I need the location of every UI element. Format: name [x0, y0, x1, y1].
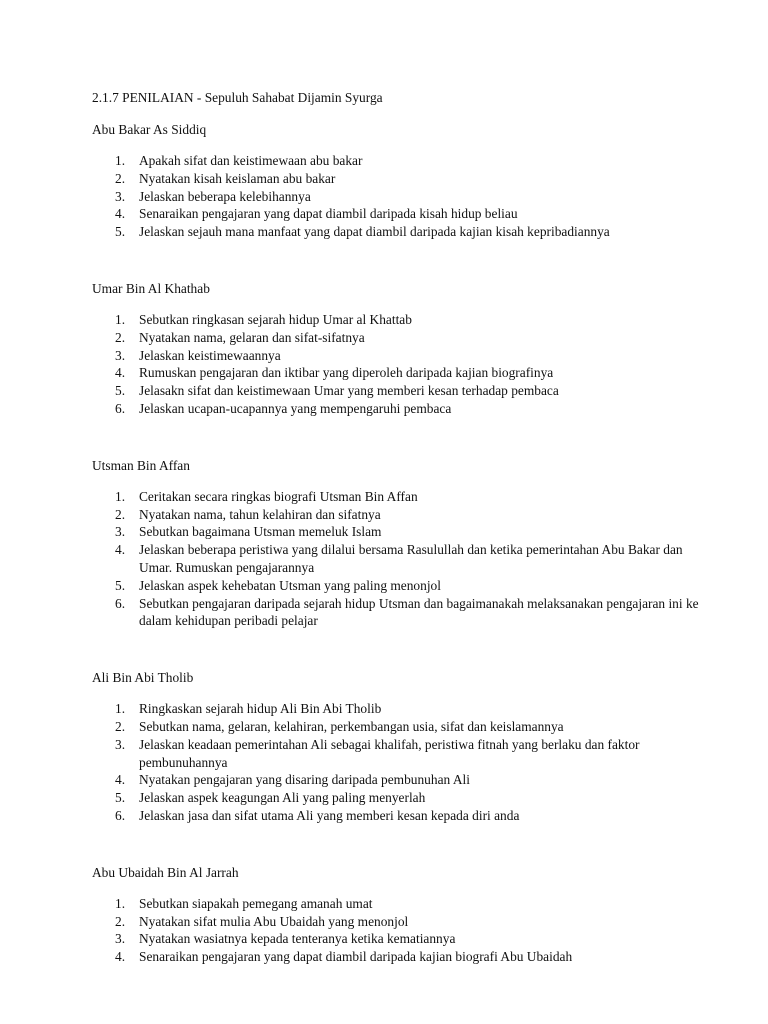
item-text: Ceritakan secara ringkas biografi Utsman Bin Affan	[139, 488, 418, 504]
section-umar	[92, 280, 712, 418]
item-text: Nyatakan nama, tahun kelahiran dan sifatnya	[139, 506, 381, 522]
item-number: 1.	[115, 311, 126, 327]
item-text: Nyatakan wasiatnya kepada tenteranya ketika kematiannya	[139, 931, 456, 947]
item-text: Sebutkan siapakah pemegang amanah umat	[139, 895, 373, 911]
list-item	[92, 700, 712, 718]
section-ali	[92, 669, 712, 825]
item-number: 1.	[115, 153, 126, 168]
item-number: 2.	[115, 329, 126, 345]
document-title: 2.1.7 PENILAIAN - Sepuluh Sahabat Dijamin Syurga	[92, 90, 383, 105]
item-text: Nyatakan pengajaran yang disaring daripada pembunuhan Ali	[139, 772, 470, 788]
question-list	[92, 700, 712, 825]
list-item	[92, 205, 712, 223]
item-number: 4.	[115, 206, 126, 222]
item-number: 6.	[115, 595, 126, 611]
item-number: 2.	[115, 913, 126, 929]
item-text: Nyatakan kisah keislaman abu bakar	[139, 170, 336, 186]
list-item	[92, 736, 712, 772]
item-number: 2.	[115, 718, 126, 734]
list-item	[92, 771, 712, 789]
item-text: Senaraikan pengajaran yang dapat diambil daripada kisah hidup beliau	[139, 206, 518, 222]
item-number: 1.	[115, 701, 126, 717]
item-text: Nyatakan sifat mulia Abu Ubaidah yang menonjol	[139, 913, 409, 929]
item-number: 3.	[115, 524, 126, 540]
list-item	[92, 364, 712, 382]
question-list	[92, 311, 712, 418]
list-item	[92, 329, 712, 347]
item-text: Jelaskan jasa dan sifat utama Ali yang memberi kesan kepada diri anda	[139, 807, 520, 823]
item-text: Rumuskan pengajaran dan iktibar yang diperoleh daripada kajian biografinya	[139, 365, 554, 381]
section-heading: Abu Bakar As Siddiq	[92, 122, 207, 137]
item-text: Jelasakn sifat dan keistimewaan Umar yang memberi kesan terhadap pembaca	[139, 383, 559, 399]
item-text: Jelaskan aspek keagungan Ali yang paling menyerlah	[139, 790, 426, 806]
item-text: Sebutkan ringkasan sejarah hidup Umar al Khattab	[139, 311, 412, 327]
question-list	[92, 488, 712, 630]
question-list	[92, 152, 712, 241]
section-utsman	[92, 457, 712, 630]
list-item	[92, 311, 712, 329]
item-text: Sebutkan nama, gelaran, kelahiran, perkembangan usia, sifat dan keislamannya	[139, 718, 564, 734]
list-item	[92, 488, 712, 506]
item-number: 4.	[115, 949, 126, 965]
item-number: 1.	[115, 488, 126, 504]
item-number: 5.	[115, 790, 126, 806]
item-text: Ringkaskan sejarah hidup Ali Bin Abi Tholib	[139, 701, 382, 717]
item-number: 1.	[115, 895, 126, 911]
list-item	[92, 948, 712, 966]
item-number: 4.	[115, 542, 126, 558]
item-number: 3.	[115, 736, 126, 752]
item-number: 3.	[115, 347, 126, 363]
list-item	[92, 807, 712, 825]
list-item	[92, 223, 712, 241]
list-item	[92, 595, 712, 631]
list-item	[92, 913, 712, 931]
item-text: Sebutkan pengajaran daripada sejarah hidup Utsman dan bagaimanakah melaksanakan pengajaran ini ke dalam kehidupan peribadi pelajar	[139, 595, 699, 629]
item-number: 4.	[115, 772, 126, 788]
item-text: Jelaskan keistimewaannya	[139, 347, 281, 363]
item-text: Jelaskan keadaan pemerintahan Ali sebagai khalifah, peristiwa fitnah yang berlaku dan faktor pembunuhannya	[139, 736, 640, 770]
section-heading: Utsman Bin Affan	[92, 457, 190, 473]
item-number: 3.	[115, 188, 126, 204]
item-text: Jelaskan beberapa peristiwa yang dilalui bersama Rasulullah dan ketika pemerintahan Abu Bakar dan Umar. Rumuskan pengajarannya	[139, 542, 683, 575]
item-number: 5.	[115, 224, 126, 240]
section-heading: Umar Bin Al Khathab	[92, 280, 210, 296]
item-number: 6.	[115, 400, 126, 416]
list-item	[92, 347, 712, 365]
list-item	[92, 895, 712, 913]
item-number: 2.	[115, 170, 126, 186]
list-item	[92, 718, 712, 736]
section-heading: Abu Ubaidah Bin Al Jarrah	[92, 864, 239, 880]
item-text: Nyatakan nama, gelaran dan sifat-sifatnya	[139, 329, 365, 345]
list-item	[92, 577, 712, 595]
item-text: Sebutkan bagaimana Utsman memeluk Islam	[139, 524, 382, 540]
list-item	[92, 523, 712, 541]
list-item	[92, 170, 712, 188]
item-text: Apakah sifat dan keistimewaan abu bakar	[139, 153, 363, 168]
item-number: 5.	[115, 577, 126, 593]
item-text: Jelaskan ucapan-ucapannya yang mempengaruhi pembaca	[139, 400, 452, 416]
item-number: 3.	[115, 931, 126, 947]
item-number: 4.	[115, 365, 126, 381]
item-number: 5.	[115, 383, 126, 399]
item-number: 6.	[115, 807, 126, 823]
question-list	[92, 895, 712, 966]
item-text: Jelaskan sejauh mana manfaat yang dapat diambil daripada kajian kisah kepribadiannya	[139, 224, 610, 240]
list-item	[92, 541, 712, 577]
item-text: Jelaskan beberapa kelebihannya	[139, 188, 311, 204]
item-text: Senaraikan pengajaran yang dapat diambil daripada kajian biografi Abu Ubaidah	[139, 949, 573, 965]
section-abu-bakar	[92, 121, 712, 241]
item-number: 2.	[115, 506, 126, 522]
section-heading: Ali Bin Abi Tholib	[92, 670, 194, 686]
section-abu-ubaidah	[92, 864, 712, 966]
list-item	[92, 789, 712, 807]
list-item	[92, 382, 712, 400]
item-text: Jelaskan aspek kehebatan Utsman yang paling menonjol	[139, 577, 441, 593]
list-item	[92, 152, 712, 170]
list-item	[92, 188, 712, 206]
document-body	[92, 89, 712, 966]
list-item	[92, 400, 712, 418]
list-item	[92, 506, 712, 524]
list-item	[92, 930, 712, 948]
